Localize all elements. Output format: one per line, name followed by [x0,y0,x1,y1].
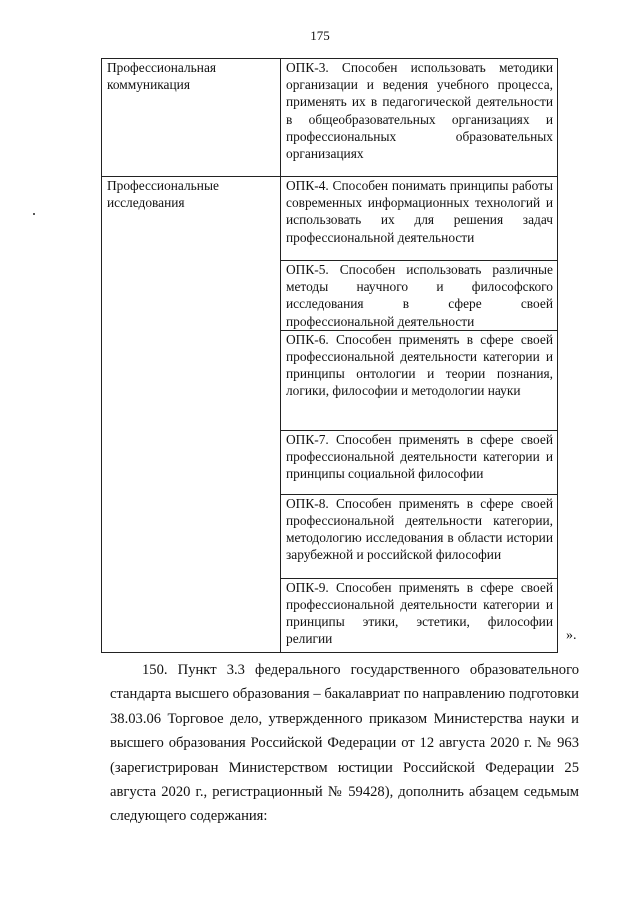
group-cell: Профессиональная коммуникация [102,59,281,177]
competency-cell: ОПК-8. Способен применять в сфере своей профессиональной деятельности категории, методологию исследования в области истории зарубежной и российской философии [281,494,558,578]
group-cell: Профессиональные исследования [102,177,281,653]
competency-cell: ОПК-9. Способен применять в сфере своей профессиональной деятельности категории и принципы этики, эстетики, философии религии [281,578,558,652]
competency-cell: ОПК-5. Способен использовать различные методы научного и философского исследования в сфере своей профессиональной деятельности [281,261,558,331]
table-row [102,59,558,177]
table-row [102,177,558,261]
closing-quote: ». [566,628,577,643]
competency-cell: ОПК-3. Способен использовать методики организации и ведения учебного процесса, применять их в педагогической деятельности в общеобразовательных организациях и профессиональных образовательных организациях [281,59,558,177]
body-paragraph: 150. Пункт 3.3 федерального государственного образовательного стандарта высшего образования – бакалавриат по направлению подготовки 38.03.06 Торговое дело, утвержденного приказом Министерства науки и высшего образования Российской Федерации от 12 августа 2020 г. № 963 (зарегистрирован Министерством юстиции Российской Федерации 25 августа 2020 г., регистрационный № 59428), дополнить абзацем седьмым следующего содержания: [110,662,579,825]
competencies-table [101,58,558,653]
page-number: 175 [310,28,330,43]
competency-cell: ОПК-6. Способен применять в сфере своей профессиональной деятельности категории и принципы онтологии и теории познания, логики, философии и методологии науки [281,330,558,430]
competency-cell: ОПК-7. Способен применять в сфере своей профессиональной деятельности категории и принципы социальной философии [281,430,558,494]
competency-cell: ОПК-4. Способен понимать принципы работы современных информационных технологий и использовать их для решения задач профессиональной деятельности [281,177,558,261]
margin-dot [33,213,35,215]
